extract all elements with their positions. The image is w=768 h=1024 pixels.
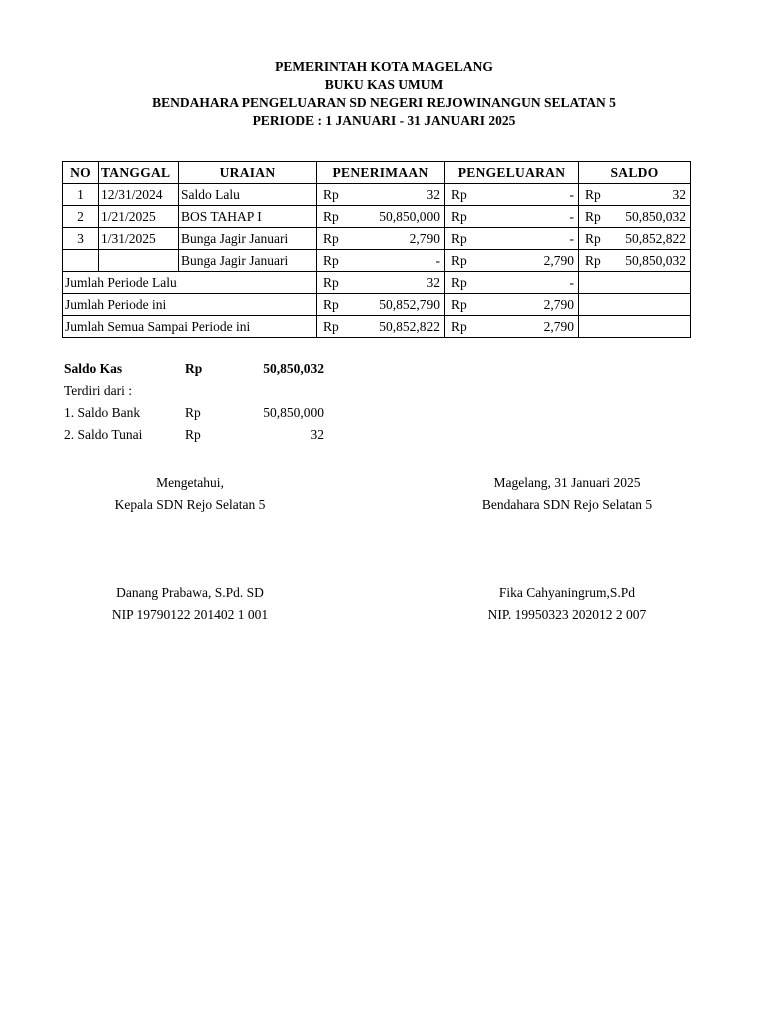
cell-pengeluaran: - xyxy=(477,206,579,228)
total-saldo-empty xyxy=(579,272,691,294)
total-penerimaan: 32 xyxy=(349,272,445,294)
cell-currency: Rp xyxy=(317,184,349,206)
table-row xyxy=(63,228,691,250)
table-row xyxy=(63,206,691,228)
total-pengeluaran: - xyxy=(477,272,579,294)
signature-left-name: Danang Prabawa, S.Pd. SD xyxy=(116,585,264,600)
header-line-treasurer: BENDAHARA PENGELUARAN SD NEGERI REJOWINANGUN SELATAN 5 xyxy=(152,95,616,110)
col-header-no: NO xyxy=(63,162,99,184)
signature-right-line2: Bendahara SDN Rejo Selatan 5 xyxy=(481,497,653,512)
cell-currency: Rp xyxy=(445,272,477,294)
table-header-row xyxy=(63,162,691,184)
cell-currency: Rp xyxy=(317,206,349,228)
saldo-bank-currency: Rp xyxy=(185,405,201,420)
cell-uraian: Bunga Jagir Januari xyxy=(179,250,317,272)
saldo-tunai-currency: Rp xyxy=(185,427,201,442)
cell-currency: Rp xyxy=(445,184,477,206)
col-header-pengeluaran: PENGELUARAN xyxy=(445,162,579,184)
saldo-bank-label: 1. Saldo Bank xyxy=(64,405,141,420)
document-header xyxy=(0,58,768,130)
signature-left-line2: Kepala SDN Rejo Selatan 5 xyxy=(114,497,266,512)
saldo-kas-currency: Rp xyxy=(185,361,203,376)
signature-right-footer xyxy=(437,582,697,626)
total-row-semua xyxy=(63,316,691,338)
total-penerimaan: 50,852,822 xyxy=(349,316,445,338)
cell-penerimaan: 32 xyxy=(349,184,445,206)
cell-currency: Rp xyxy=(317,294,349,316)
cell-uraian: Bunga Jagir Januari xyxy=(179,228,317,250)
signature-left-nip: NIP 19790122 201402 1 001 xyxy=(111,607,269,622)
cell-currency: Rp xyxy=(445,316,477,338)
signature-right-nip: NIP. 19950323 202012 2 007 xyxy=(487,607,647,622)
signature-left-footer xyxy=(60,582,320,626)
cell-currency: Rp xyxy=(445,206,477,228)
cell-tanggal xyxy=(99,250,179,272)
cell-tanggal: 12/31/2024 xyxy=(99,184,179,206)
header-line-title: BUKU KAS UMUM xyxy=(324,77,444,92)
terdiri-dari-label: Terdiri dari : xyxy=(64,383,133,398)
total-saldo-empty xyxy=(579,294,691,316)
signature-left-header xyxy=(60,472,320,516)
cell-uraian: Saldo Lalu xyxy=(179,184,317,206)
cell-saldo: 32 xyxy=(611,184,691,206)
saldo-bank-row xyxy=(64,405,324,427)
signature-right-line1: Magelang, 31 Januari 2025 xyxy=(493,475,641,490)
cell-pengeluaran: 2,790 xyxy=(477,250,579,272)
cell-currency: Rp xyxy=(445,228,477,250)
cell-saldo: 50,850,032 xyxy=(611,250,691,272)
cell-pengeluaran: - xyxy=(477,228,579,250)
signature-right-header xyxy=(437,472,697,516)
cell-currency: Rp xyxy=(579,228,611,250)
col-header-penerimaan: PENERIMAAN xyxy=(317,162,445,184)
header-line-government: PEMERINTAH KOTA MAGELANG xyxy=(275,59,493,74)
saldo-tunai-value: 32 xyxy=(310,427,324,442)
table-row xyxy=(63,184,691,206)
cell-tanggal: 1/31/2025 xyxy=(99,228,179,250)
terdiri-dari-row xyxy=(64,383,324,405)
saldo-tunai-row xyxy=(64,427,324,449)
cell-currency: Rp xyxy=(317,228,349,250)
signature-right-name: Fika Cahyaningrum,S.Pd xyxy=(498,585,636,600)
saldo-bank-value: 50,850,000 xyxy=(263,405,324,420)
cell-no: 2 xyxy=(63,206,99,228)
cell-penerimaan: 50,850,000 xyxy=(349,206,445,228)
total-label: Jumlah Periode ini xyxy=(63,294,317,316)
total-penerimaan: 50,852,790 xyxy=(349,294,445,316)
table-row xyxy=(63,250,691,272)
cell-no: 3 xyxy=(63,228,99,250)
cell-tanggal: 1/21/2025 xyxy=(99,206,179,228)
cell-currency: Rp xyxy=(579,206,611,228)
col-header-uraian: URAIAN xyxy=(179,162,317,184)
total-label: Jumlah Semua Sampai Periode ini xyxy=(63,316,317,338)
cell-pengeluaran: - xyxy=(477,184,579,206)
header-line-period: PERIODE : 1 JANUARI - 31 JANUARI 2025 xyxy=(252,113,516,128)
cell-no xyxy=(63,250,99,272)
saldo-kas-label: Saldo Kas xyxy=(64,361,123,376)
total-saldo-empty xyxy=(579,316,691,338)
cell-currency: Rp xyxy=(317,250,349,272)
total-row-periode-lalu xyxy=(63,272,691,294)
total-row-periode-ini xyxy=(63,294,691,316)
saldo-tunai-label: 2. Saldo Tunai xyxy=(64,427,143,442)
col-header-tanggal: TANGGAL xyxy=(99,162,179,184)
cell-currency: Rp xyxy=(445,250,477,272)
cell-currency: Rp xyxy=(317,272,349,294)
saldo-kas-row xyxy=(64,361,324,383)
cell-penerimaan: 2,790 xyxy=(349,228,445,250)
col-header-saldo: SALDO xyxy=(579,162,691,184)
cell-currency: Rp xyxy=(317,316,349,338)
cell-saldo: 50,850,032 xyxy=(611,206,691,228)
cell-no: 1 xyxy=(63,184,99,206)
cash-book-table xyxy=(62,161,691,338)
saldo-kas-value: 50,850,032 xyxy=(263,361,324,376)
total-pengeluaran: 2,790 xyxy=(477,294,579,316)
cell-currency: Rp xyxy=(579,184,611,206)
cash-summary xyxy=(64,361,324,449)
total-pengeluaran: 2,790 xyxy=(477,316,579,338)
cell-penerimaan: - xyxy=(349,250,445,272)
cell-currency: Rp xyxy=(445,294,477,316)
signature-left-line1: Mengetahui, xyxy=(156,475,224,490)
cell-uraian: BOS TAHAP I xyxy=(179,206,317,228)
cell-currency: Rp xyxy=(579,250,611,272)
total-label: Jumlah Periode Lalu xyxy=(63,272,317,294)
cell-saldo: 50,852,822 xyxy=(611,228,691,250)
